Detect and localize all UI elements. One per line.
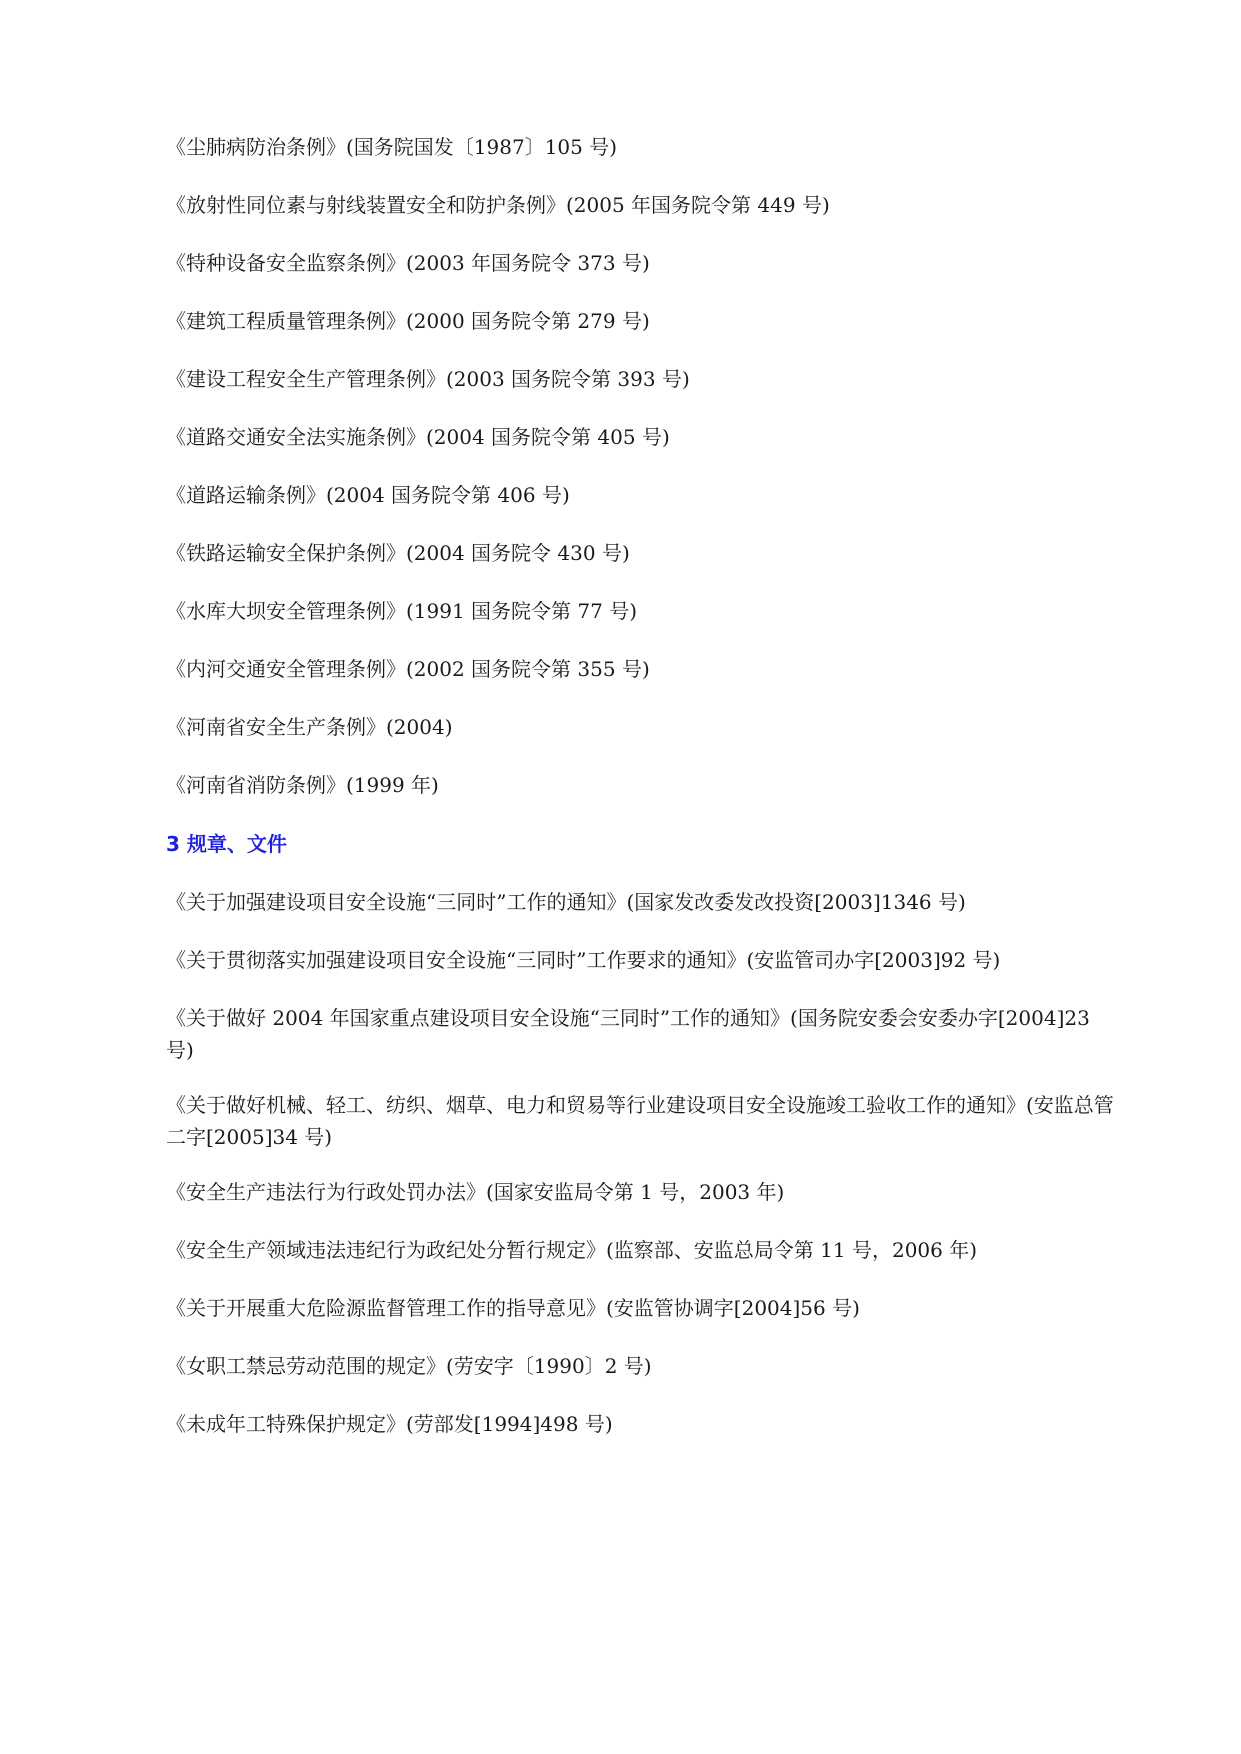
regulation-item: 《道路运输条例》(2004 国务院令第 406 号): [166, 483, 570, 507]
rule-item: 《安全生产领域违法违纪行为政纪处分暂行规定》(监察部、安监总局令第 11 号，2006 年): [166, 1238, 978, 1262]
rule-item: 《关于贯彻落实加强建设项目安全设施“三同时”工作要求的通知》(安监管司办字[2003]92 号): [166, 948, 1001, 972]
regulation-item: 《内河交通安全管理条例》(2002 国务院令第 355 号): [166, 657, 650, 681]
rule-item: 《未成年工特殊保护规定》(劳部发[1994]498 号): [166, 1412, 613, 1436]
regulation-item: 《道路交通安全法实施条例》(2004 国务院令第 405 号): [166, 425, 670, 449]
regulation-item: 《尘肺病防治条例》(国务院国发〔1987〕105 号): [166, 135, 618, 159]
regulation-item: 《特种设备安全监察条例》(2003 年国务院令 373 号): [166, 251, 650, 275]
rule-item: 《关于做好 2004 年国家重点建设项目安全设施“三同时”工作的通知》(国务院安委会安委办字[2004]23 号): [166, 1006, 1090, 1062]
section-heading: 3 规章、文件: [166, 832, 287, 856]
regulation-item: 《建筑工程质量管理条例》(2000 国务院令第 279 号): [166, 309, 650, 333]
rule-item: 《关于开展重大危险源监督管理工作的指导意见》(安监管协调字[2004]56 号): [166, 1296, 860, 1320]
regulation-item: 《铁路运输安全保护条例》(2004 国务院令 430 号): [166, 541, 630, 565]
rule-item: 《安全生产违法行为行政处罚办法》(国家安监局令第 1 号，2003 年): [166, 1180, 785, 1204]
regulation-item: 《水库大坝安全管理条例》(1991 国务院令第 77 号): [166, 599, 638, 623]
rule-item: 《关于做好机械、轻工、纺织、烟草、电力和贸易等行业建设项目安全设施竣工验收工作的通知》(安监总管二字[2005]34 号): [166, 1093, 1114, 1149]
rule-item: 《女职工禁忌劳动范围的规定》(劳安字〔1990〕2 号): [166, 1354, 652, 1378]
regulation-item: 《放射性同位素与射线装置安全和防护条例》(2005 年国务院令第 449 号): [166, 193, 830, 217]
regulation-item: 《河南省消防条例》(1999 年): [166, 773, 439, 797]
regulation-item: 《河南省安全生产条例》(2004): [166, 715, 453, 739]
rule-item: 《关于加强建设项目安全设施“三同时”工作的通知》(国家发改委发改投资[2003]1346 号): [166, 890, 966, 914]
regulation-item: 《建设工程安全生产管理条例》(2003 国务院令第 393 号): [166, 367, 690, 391]
